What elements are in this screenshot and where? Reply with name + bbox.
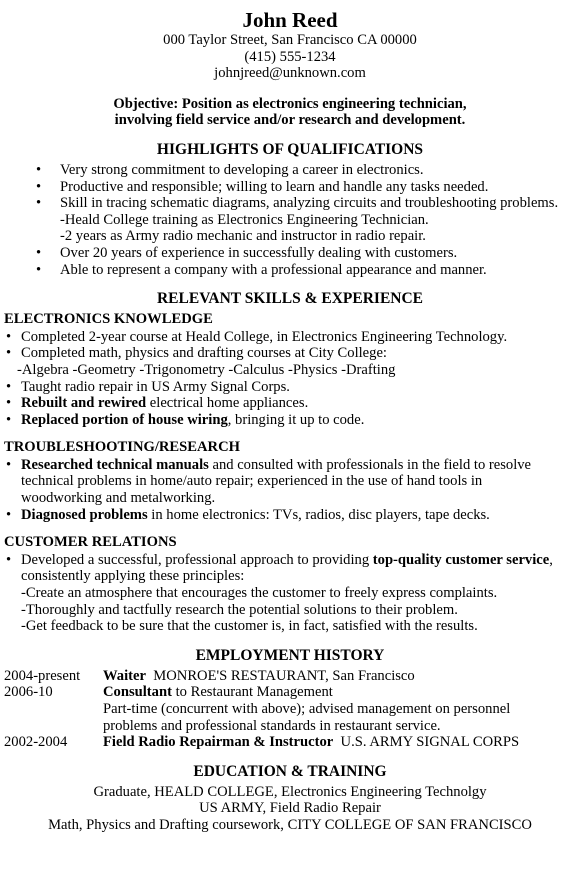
emphasis: Rebuilt and rewired [21, 395, 147, 412]
list-item-text: woodworking and metalworking. [21, 490, 216, 507]
employer: to Restaurant Management [171, 684, 333, 701]
education-line: Math, Physics and Drafting coursework, CITY COLLEGE OF SAN FRANCISCO [48, 816, 532, 833]
list-item [4, 457, 576, 507]
list-item [4, 345, 576, 378]
education-line: US ARMY, Field Radio Repair [199, 800, 381, 817]
emphasis: Diagnosed problems [21, 506, 148, 523]
employment-title: EMPLOYMENT HISTORY [195, 646, 385, 664]
employment-details [103, 668, 576, 685]
list-subitem: -Create an atmosphere that encourages the customer to freely express complaints. [21, 585, 498, 602]
list-item [4, 412, 576, 429]
list-item-text: Completed 2-year course at Heald College, in Electronics Engineering Technology. [21, 328, 508, 345]
list-item [4, 262, 576, 279]
bullet-icon: • [6, 411, 12, 428]
list-item-text: Productive and responsible; willing to learn and handle any tasks needed. [60, 178, 489, 195]
list-item [4, 507, 576, 524]
highlights-title: HIGHLIGHTS OF QUALIFICATIONS [156, 140, 424, 158]
list-item [4, 162, 576, 179]
highlights-list [4, 162, 576, 278]
emphasis: top-quality customer service [372, 551, 550, 568]
contact-block [4, 32, 576, 82]
resume-page [0, 8, 580, 879]
list-item-text: technical problems in home/auto repair; experienced in the use of hand tools in [21, 473, 483, 490]
list-item [4, 552, 576, 635]
list-item-text: in home electronics: TVs, radios, disc players, tape decks. [147, 506, 490, 523]
education-title: EDUCATION & TRAINING [193, 762, 387, 780]
address: 000 Taylor Street, San Francisco CA 00000 [163, 32, 417, 48]
list-item [4, 379, 576, 396]
skills-title: RELEVANT SKILLS & EXPERIENCE [156, 290, 424, 308]
bullet-icon: • [36, 261, 42, 278]
employment-details [103, 684, 576, 734]
customer-list [4, 552, 576, 635]
electronics-list [4, 329, 576, 429]
electronics-title: ELECTRONICS KNOWLEDGE [4, 311, 213, 328]
list-item [4, 245, 576, 262]
objective-line-1: Objective: Position as electronics engineering technician, [113, 95, 467, 112]
bullet-icon: • [36, 161, 42, 178]
bullet-icon: • [6, 395, 12, 412]
bullet-icon: • [6, 551, 12, 568]
bullet-icon: • [6, 328, 12, 345]
education-list [4, 784, 576, 834]
bullet-icon: • [6, 345, 12, 362]
list-item-text: Able to represent a company with a professional appearance and manner. [60, 261, 487, 278]
employer: MONROE'S RESTAURANT, San Francisco [145, 667, 415, 684]
bullet-icon: • [36, 178, 42, 195]
list-subitem: -Thoroughly and tactfully research the potential solutions to their problem. [21, 601, 458, 618]
bullet-icon: • [6, 506, 12, 523]
employment-date: 2006-10 [4, 684, 53, 701]
job-title: Consultant [103, 684, 172, 701]
emphasis: Replaced portion of house wiring [21, 411, 228, 428]
list-item-text: and consulted with professionals in the field to resolve [208, 456, 532, 473]
bullet-icon: • [6, 378, 12, 395]
list-item-text: , [549, 551, 553, 568]
list-item-text: electrical home appliances. [146, 395, 309, 412]
list-subitem: -2 years as Army radio mechanic and instructor in radio repair. [60, 228, 426, 245]
bullet-icon: • [6, 456, 12, 473]
employment-row [4, 668, 576, 685]
employment-date: 2002-2004 [4, 734, 68, 751]
list-item-text: Developed a successful, professional approach to providing [21, 551, 373, 568]
job-title: Waiter [103, 667, 146, 684]
employment-list [4, 668, 576, 751]
email: johnjreed@unknown.com [214, 65, 366, 82]
troubleshooting-list [4, 457, 576, 523]
list-subitem: -Get feedback to be sure that the customer is, in fact, satisfied with the results. [21, 618, 478, 635]
list-item [4, 329, 576, 346]
employment-details [103, 734, 576, 751]
list-item [4, 179, 576, 196]
phone: (415) 555-1234 [244, 48, 336, 65]
employment-row [4, 734, 576, 751]
list-item-text: Taught radio repair in US Army Signal Corps. [21, 378, 290, 395]
list-item-text: Over 20 years of experience in successfully dealing with customers. [60, 244, 458, 261]
list-item-text: consistently applying these principles: [21, 568, 245, 585]
employment-date: 2004-present [4, 667, 81, 684]
job-note: Part-time (concurrent with above); advised management on personnel [103, 701, 511, 717]
employer: U.S. ARMY SIGNAL CORPS [333, 734, 520, 751]
objective [4, 96, 576, 129]
list-item-text: Very strong commitment to developing a career in electronics. [60, 161, 424, 178]
customer-title: CUSTOMER RELATIONS [4, 534, 177, 551]
list-item-text: , bringing it up to code. [227, 411, 365, 428]
objective-line-2: involving field service and/or research and development. [114, 112, 466, 129]
list-subitem: -Algebra -Geometry -Trigonometry -Calculus -Physics -Drafting [17, 361, 396, 378]
list-item [4, 395, 576, 412]
list-subitem: -Heald College training as Electronics Engineering Technician. [60, 211, 429, 228]
job-title: Field Radio Repairman & Instructor [103, 734, 334, 751]
job-note: problems and professional standards in restaurant service. [103, 717, 441, 734]
bullet-icon: • [36, 195, 42, 212]
education-line: Graduate, HEALD COLLEGE, Electronics Engineering Technolgy [93, 783, 487, 800]
troubleshooting-title: TROUBLESHOOTING/RESEARCH [4, 439, 240, 456]
list-item [4, 195, 576, 245]
employment-row [4, 684, 576, 734]
bullet-icon: • [36, 244, 42, 261]
list-item-text: Completed math, physics and drafting courses at City College: [21, 345, 387, 362]
applicant-name: John Reed [242, 8, 338, 32]
emphasis: Researched technical manuals [21, 456, 209, 473]
list-item-text: Skill in tracing schematic diagrams, analyzing circuits and troubleshooting problems. [60, 195, 559, 212]
